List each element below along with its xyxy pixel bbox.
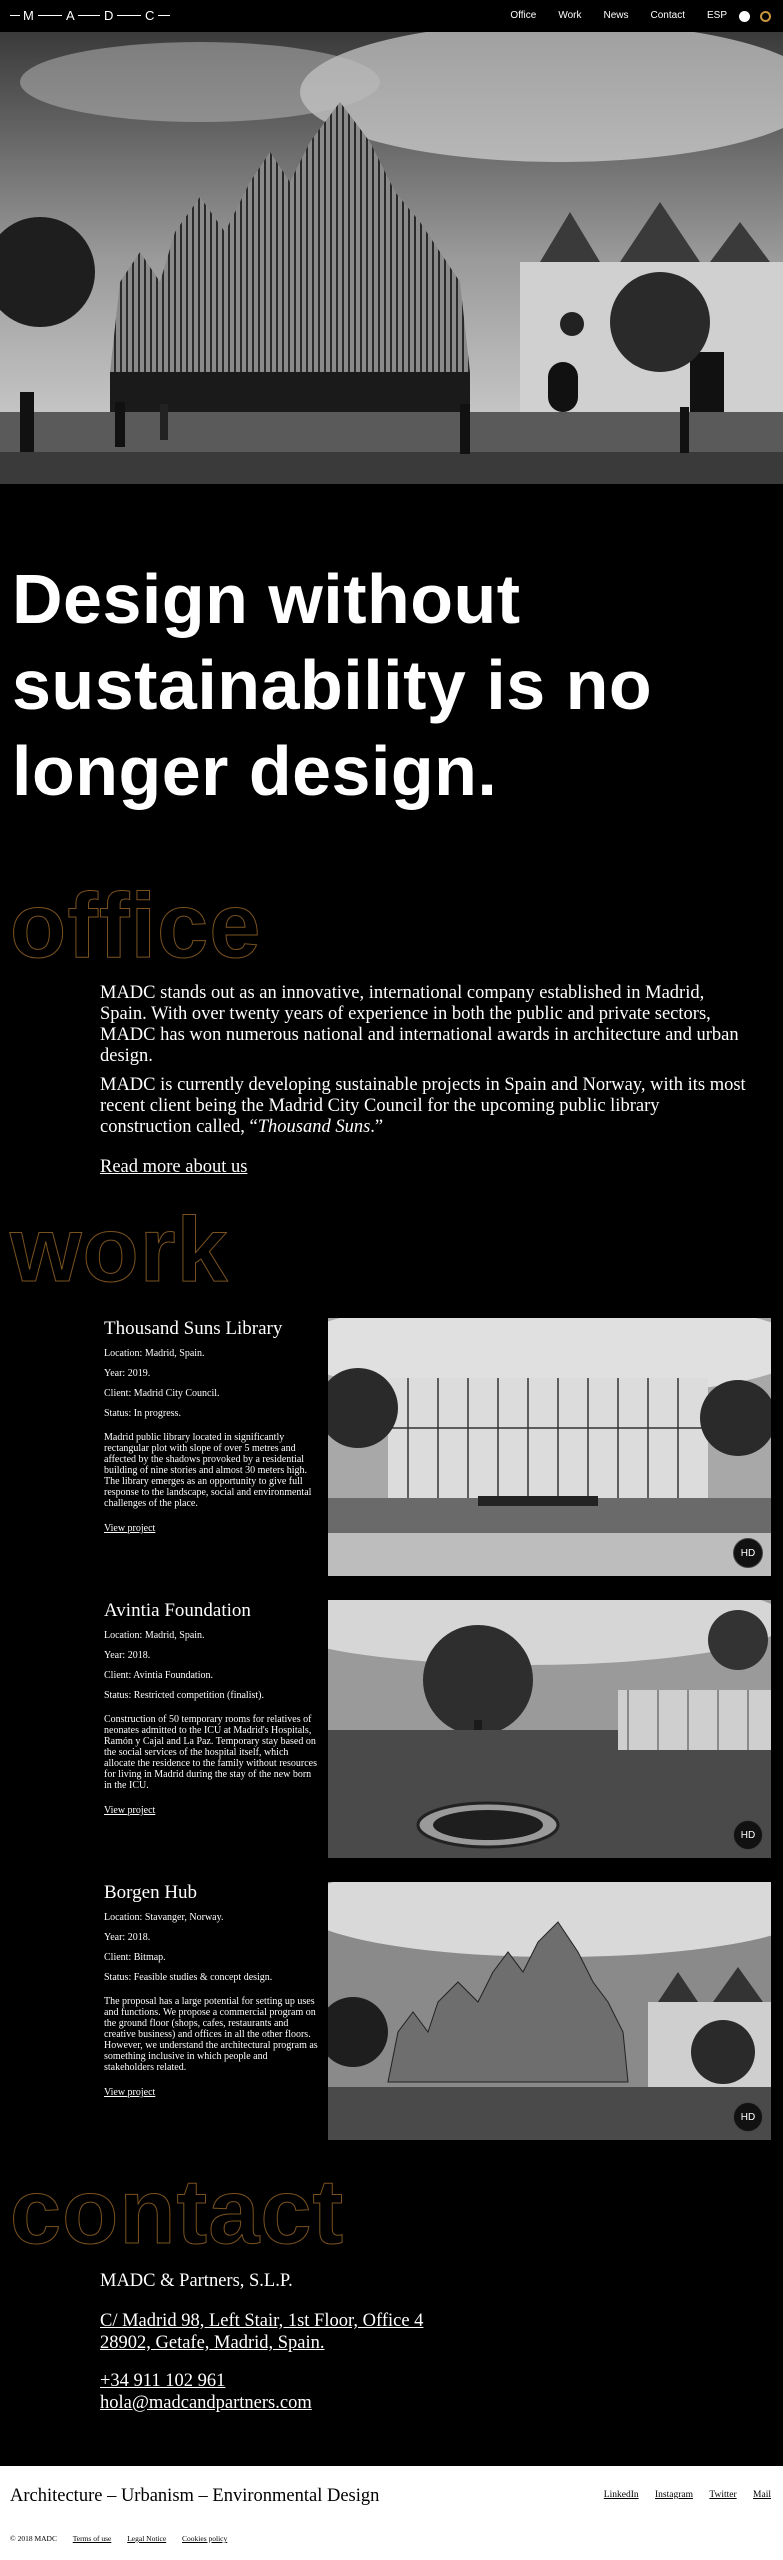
view-project-link[interactable]: View project: [104, 1523, 156, 1534]
read-more-link[interactable]: Read more about us: [100, 1157, 248, 1177]
project-image-thousand-suns[interactable]: [328, 1318, 771, 1576]
project-title: Thousand Suns Library: [104, 1318, 283, 1339]
project-description: Construction of 50 temporary rooms for relatives of neonates admitted to the ICU at Madrid's Hospitals, Ramón y Cajal and La Paz. Temporary stay based on the social services of the hospital itself, which allocate the residence to the family without resources for living in Madrid during the stay of the new born in the ICU.: [104, 1714, 317, 1791]
work-section-title: work: [10, 1199, 229, 1301]
legal-links: [10, 2534, 241, 2543]
email-link[interactable]: hola@madcandpartners.com: [100, 2393, 312, 2413]
project-title: Avintia Foundation: [104, 1600, 251, 1621]
project-description: The proposal has a large potential for setting up uses and functions. We propose a commercial program on the ground floor (shops, cafes, restaurants and creative business) and offices in all the other floors. However, we understand the architectural program as something inclusive in which people and stakeholders related.: [104, 1996, 318, 2073]
logo-letter-a: A: [66, 8, 75, 23]
dark-mode-toggle-icon[interactable]: [760, 11, 771, 22]
social-instagram[interactable]: Instagram: [654, 2490, 693, 2500]
project-year: Year: 2019.: [104, 1368, 151, 1379]
logo-line: [78, 15, 100, 16]
social-links: [590, 2490, 771, 2500]
legal-notice-link[interactable]: Legal Notice: [127, 2534, 167, 2543]
hd-badge[interactable]: HD: [733, 1820, 763, 1850]
library-illustration: [328, 1318, 771, 1576]
project-info: [104, 1882, 319, 2100]
project-description: Madrid public library located in significantly rectangular plot with slope of over 5 metres and affected by the shadows provoked by a residential building of nine stories and almost 30 meters high. The library emerges as an opportunity to give full response to the landscape, social and environmental challenges of the place.: [104, 1432, 312, 1509]
contact-section-title: contact: [10, 2161, 345, 2263]
social-twitter[interactable]: Twitter: [709, 2490, 737, 2500]
office-description: [100, 983, 750, 1146]
nav-office[interactable]: Office: [510, 10, 537, 21]
project-status: Status: Feasible studies & concept design.: [104, 1972, 273, 1983]
logo-letter-c: C: [145, 8, 155, 23]
project-info: [104, 1600, 319, 1818]
light-mode-toggle-icon[interactable]: [739, 11, 750, 22]
hub-illustration: [328, 1882, 771, 2140]
project-status: Status: Restricted competition (finalist).: [104, 1690, 264, 1701]
hero-image: [0, 32, 783, 484]
project-image-avintia[interactable]: [328, 1600, 771, 1858]
project-client: Client: Bitmap.: [104, 1952, 166, 1963]
hd-badge[interactable]: HD: [733, 2102, 763, 2132]
project-info: [104, 1318, 319, 1536]
project-location: Location: Madrid, Spain.: [104, 1630, 205, 1641]
language-switch[interactable]: ESP: [706, 10, 727, 21]
project-client: Client: Avintia Foundation.: [104, 1670, 213, 1681]
project-image-borgen-hub[interactable]: [328, 1882, 771, 2140]
project-title: Borgen Hub: [104, 1882, 198, 1903]
phone-number[interactable]: +34 911 102 961: [100, 2371, 226, 2391]
office-paragraph-2: [100, 1075, 750, 1138]
project-year: Year: 2018.: [104, 1932, 151, 1943]
logo-letter-m: M: [23, 8, 34, 23]
project-client: Client: Madrid City Council.: [104, 1388, 220, 1399]
project-status: Status: In progress.: [104, 1408, 181, 1419]
social-linkedin[interactable]: LinkedIn: [603, 2490, 639, 2500]
footer-slogan: Architecture – Urbanism – Environmental Design: [10, 2486, 380, 2506]
office-section-title: office: [10, 875, 262, 977]
hero-building-illustration: [0, 32, 783, 484]
logo-line: [117, 15, 141, 16]
office-paragraph-2-end: .”: [370, 1117, 384, 1137]
site-header: [0, 0, 783, 32]
main-nav: [488, 8, 771, 24]
company-name: MADC & Partners, S.L.P.: [100, 2271, 293, 2291]
view-project-link[interactable]: View project: [104, 1805, 156, 1816]
tagline: Design without sustainability is no longer design.: [12, 560, 653, 810]
terms-link[interactable]: Terms of use: [72, 2534, 112, 2543]
address-line-1[interactable]: C/ Madrid 98, Left Stair, 1st Floor, Office 4: [100, 2311, 424, 2331]
copyright: © 2018 MADC: [10, 2534, 57, 2543]
nav-work[interactable]: Work: [558, 10, 582, 21]
site-footer: [0, 2466, 783, 2560]
project-location: Location: Madrid, Spain.: [104, 1348, 205, 1359]
hd-badge[interactable]: HD: [733, 1538, 763, 1568]
project-year: Year: 2018.: [104, 1650, 151, 1661]
office-paragraph-2-text: MADC is currently developing sustainable projects in Spain and Norway, with its most recent client being the Madrid City Council for the upcoming public library construction called, “: [100, 1075, 746, 1137]
madc-logo[interactable]: [10, 7, 170, 25]
logo-line: [10, 15, 20, 16]
office-paragraph-1: MADC stands out as an innovative, international company established in Madrid, Spain. With over twenty years of experience in both the public and private sectors, MADC has won numerous national and international awards in architecture and urban design.: [100, 983, 739, 1066]
foundation-illustration: [328, 1600, 771, 1858]
project-location: Location: Stavanger, Norway.: [104, 1912, 224, 1923]
nav-news[interactable]: News: [603, 10, 629, 21]
social-mail[interactable]: Mail: [753, 2490, 771, 2500]
nav-contact[interactable]: Contact: [650, 10, 685, 21]
contact-details: [100, 2270, 700, 2414]
cookies-link[interactable]: Cookies policy: [182, 2534, 228, 2543]
address-line-2[interactable]: 28902, Getafe, Madrid, Spain.: [100, 2333, 325, 2353]
logo-line: [158, 15, 170, 16]
logo-letter-d: D: [104, 8, 114, 23]
view-project-link[interactable]: View project: [104, 2087, 156, 2098]
office-project-name: Thousand Suns: [257, 1117, 371, 1137]
logo-line: [38, 15, 62, 16]
